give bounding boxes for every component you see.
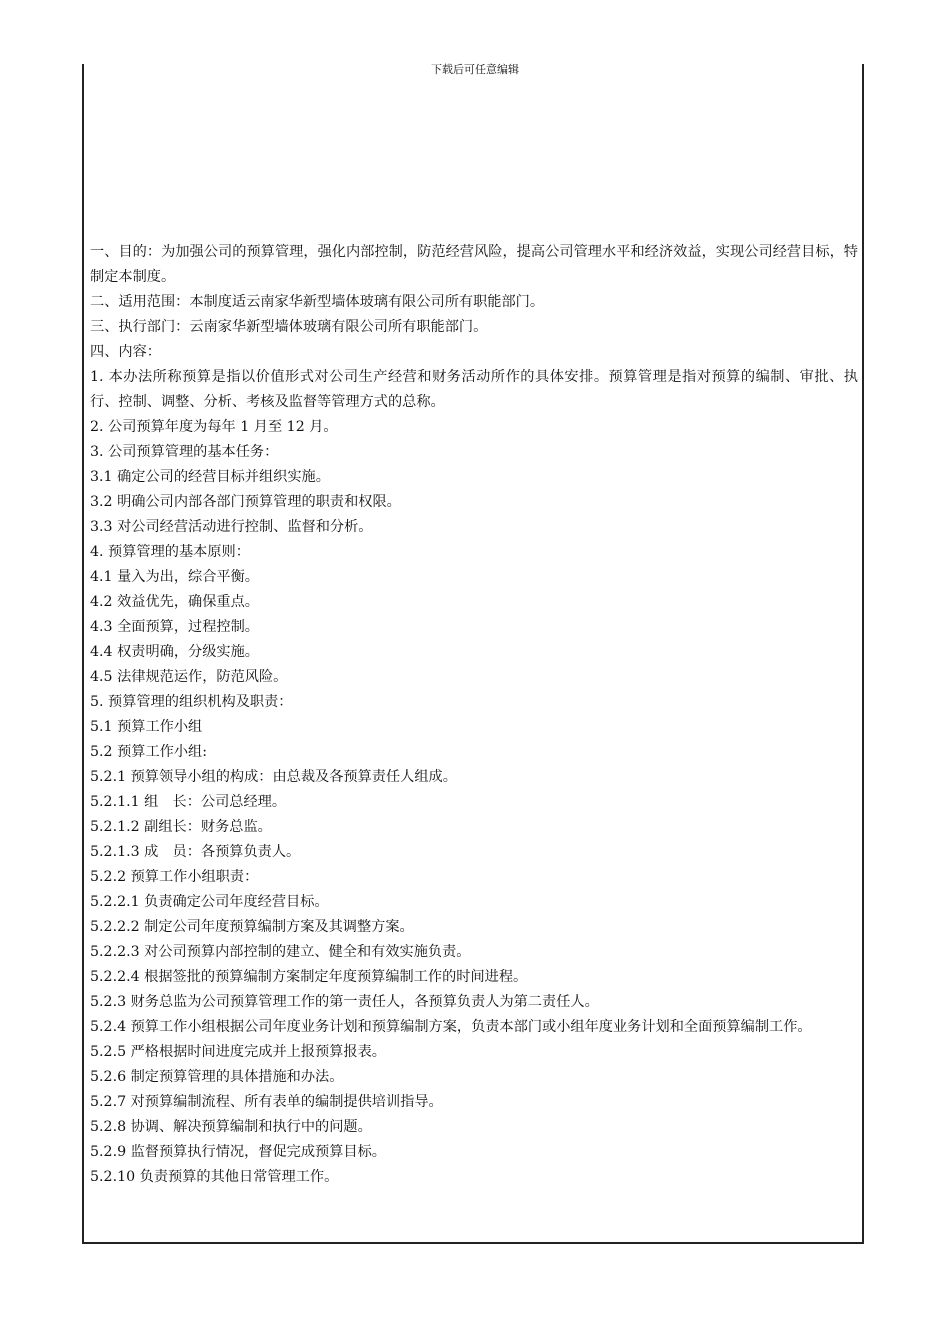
paragraph: 4.1 量入为出，综合平衡。 (90, 569, 259, 585)
paragraph: 4.2 效益优先，确保重点。 (90, 594, 259, 610)
paragraph: 5.2.8 协调、解决预算编制和执行中的问题。 (90, 1119, 372, 1135)
paragraph: 2. 公司预算年度为每年 1 月至 12 月。 (90, 419, 338, 435)
paragraph: 5.2.10 负责预算的其他日常管理工作。 (90, 1169, 339, 1185)
paragraph: 5.2.3 财务总监为公司预算管理工作的第一责任人，各预算负责人为第二责任人。 (90, 994, 599, 1010)
header-note: 下载后可任意编辑 (431, 63, 519, 76)
paragraph: 5.2.6 制定预算管理的具体措施和办法。 (90, 1069, 344, 1085)
paragraph: 5.2 预算工作小组: (90, 744, 207, 760)
paragraph: 1. 本办法所称预算是指以价值形式对公司生产经营和财务活动所作的具体安排。预算管理是指对预算的编制、审批、执行、控制、调整、分析、考核及监督等管理方式的总称。 (90, 369, 858, 410)
paragraph: 3.3 对公司经营活动进行控制、监督和分析。 (90, 519, 373, 535)
paragraph: 5.2.2.1 负责确定公司年度经营目标。 (90, 894, 329, 910)
paragraph: 4.5 法律规范运作，防范风险。 (90, 669, 288, 685)
paragraph: 5.2.9 监督预算执行情况，督促完成预算目标。 (90, 1144, 386, 1160)
paragraph: 4. 预算管理的基本原则： (90, 544, 250, 560)
paragraph: 5.2.4 预算工作小组根据公司年度业务计划和预算编制方案，负责本部门或小组年度业务计划和全面预算编制工作。 (90, 1019, 812, 1035)
paragraph: 5. 预算管理的组织机构及职责： (90, 694, 293, 710)
paragraph: 5.2.1.1 组 长：公司总经理。 (90, 794, 287, 810)
paragraph: 5.2.2.4 根据签批的预算编制方案制定年度预算编制工作的时间进程。 (90, 969, 528, 985)
paragraph: 3. 公司预算管理的基本任务： (90, 444, 279, 460)
paragraph: 三、执行部门：云南家华新型墙体玻璃有限公司所有职能部门。 (90, 319, 488, 335)
paragraph: 5.2.7 对预算编制流程、所有表单的编制提供培训指导。 (90, 1094, 443, 1110)
paragraph: 四、内容： (90, 344, 161, 360)
paragraph: 5.2.2.2 制定公司年度预算编制方案及其调整方案。 (90, 919, 414, 935)
paragraph: 5.2.1.2 副组长：财务总监。 (90, 819, 272, 835)
paragraph: 二、适用范围：本制度适云南家华新型墙体玻璃有限公司所有职能部门。 (90, 294, 545, 310)
paragraph: 3.2 明确公司内部各部门预算管理的职责和权限。 (90, 494, 401, 510)
document-body (90, 240, 858, 1190)
paragraph: 4.3 全面预算，过程控制。 (90, 619, 259, 635)
paragraph: 5.2.1.3 成 员：各预算负责人。 (90, 844, 301, 860)
paragraph: 5.2.5 严格根据时间进度完成并上报预算报表。 (90, 1044, 386, 1060)
paragraph: 4.4 权责明确，分级实施。 (90, 644, 259, 660)
paragraph: 一、目的：为加强公司的预算管理，强化内部控制，防范经营风险，提高公司管理水平和经济效益，实现公司经营目标，特制定本制度。 (90, 244, 858, 285)
paragraph: 5.2.2.3 对公司预算内部控制的建立、健全和有效实施负责。 (90, 944, 471, 960)
paragraph: 5.2.2 预算工作小组职责： (90, 869, 259, 885)
paragraph: 3.1 确定公司的经营目标并组织实施。 (90, 469, 330, 485)
paragraph: 5.2.1 预算领导小组的构成：由总裁及各预算责任人组成。 (90, 769, 457, 785)
paragraph: 5.1 预算工作小组 (90, 719, 203, 735)
